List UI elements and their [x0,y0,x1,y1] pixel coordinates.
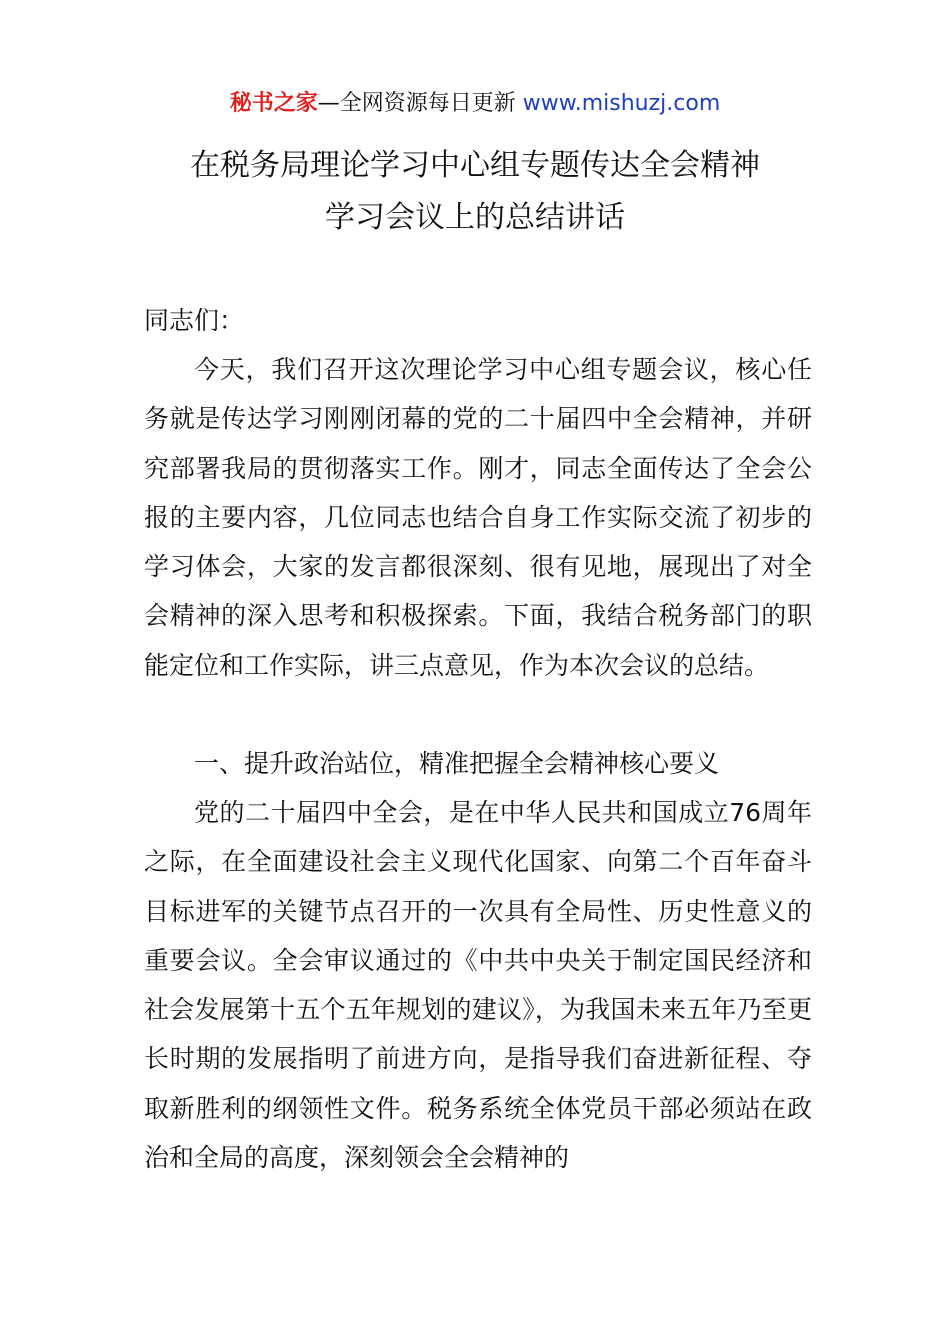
site-header [0,88,950,120]
paragraph-intro: 今天，我们召开这次理论学习中心组专题会议，核心任务就是传达学习刚刚闭幕的党的二十届四中全会精神，并研究部署我局的贯彻落实工作。刚才，同志全面传达了全会公报的主要内容，几位同志也结合自身工作实际交流了初步的学习体会，大家的发言都很深刻、很有见地，展现出了对全会精神的深入思考和积极探索。下面，我结合税务部门的职能定位和工作实际，讲三点意见，作为本次会议的总结。 [144,355,812,680]
header-tagline: —全网资源每日更新 [317,91,516,116]
section-heading-1: 一、提升政治站位，精准把握全会精神核心要义 [194,749,720,778]
document-title-line-1: 在税务局理论学习中心组专题传达全会精神 [190,148,760,183]
salutation: 同志们： [144,306,245,335]
site-url[interactable]: www.mishuzj.com [515,91,721,116]
brand-name: 秘书之家 [229,91,318,116]
document-title-line-2: 学习会议上的总结讲话 [325,200,625,235]
paragraph-section-1: 党的二十届四中全会，是在中华人民共和国成立76周年之际，在全面建设社会主义现代化国家、向第二个百年奋斗目标进军的关键节点召开的一次具有全局性、历史性意义的重要会议。全会审议通过的《中共中央关于制定国民经济和社会发展第十五个五年规划的建议》，为我国未来五年乃至更长时期的发展指明了前进方向，是指导我们奋进新征程、夺取新胜利的纲领性文件。税务系统全体党员干部必须站在政治和全局的高度，深刻领会全会精神的 [144,798,812,1173]
